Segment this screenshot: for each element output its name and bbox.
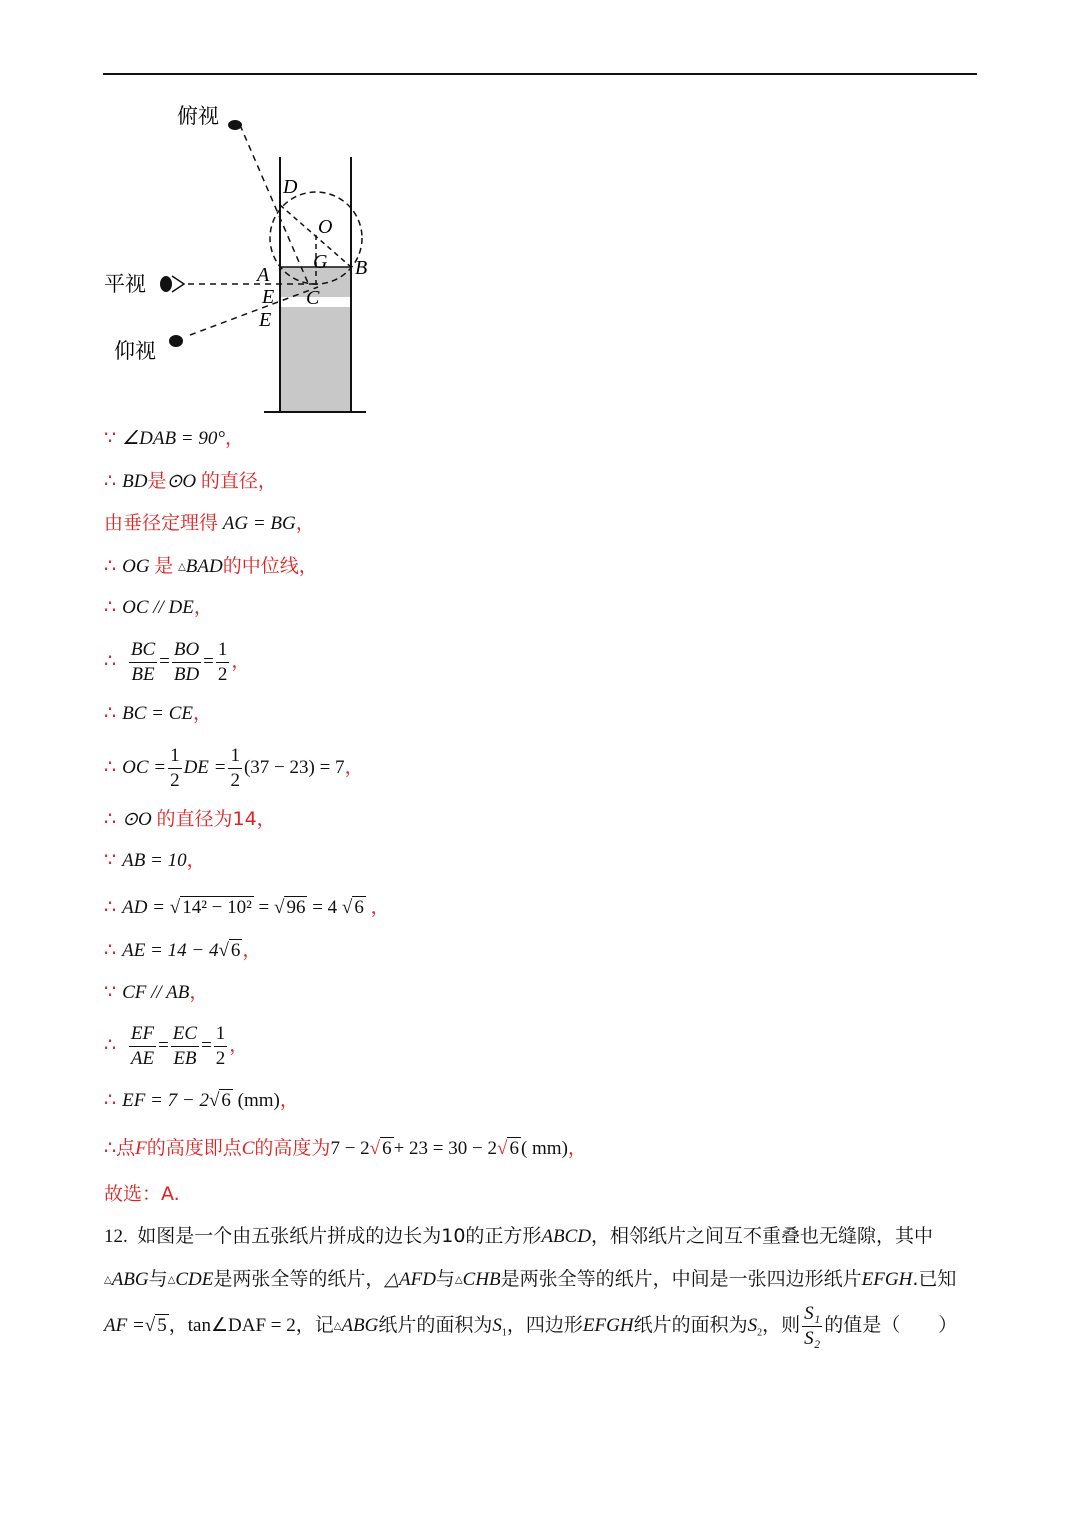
solution-line-3: 由垂径定理得 AG = BG， (104, 512, 315, 534)
solution-line-12: ∴ AE = 14 − 4√ 6 ， (104, 940, 262, 961)
svg-text:D: D (283, 176, 298, 198)
solution-line-7: ∴ BC = CE， (104, 703, 212, 724)
svg-text:G: G (313, 251, 328, 273)
svg-text:E: E (259, 309, 272, 331)
header-rule (103, 73, 977, 75)
svg-text:C: C (306, 287, 320, 309)
solution-line-5: ∴ OC // DE， (104, 597, 213, 618)
cylinder-diagram (100, 95, 380, 420)
svg-text:A: A (257, 264, 270, 286)
solution-line-1: ∵ ∠DAB = 90°， (104, 428, 244, 449)
solution-line-16: ∴点F的高度即点C的高度为7 − 2√ 6 + 23 = 30 − 2√ 6 ( mm)， (104, 1137, 587, 1159)
svg-text:O: O (318, 216, 333, 238)
measuring-cylinder-figure (100, 95, 380, 420)
solution-line-4: ∴ OG 是 △BAD的中位线， (104, 555, 318, 577)
svg-text:B: B (355, 257, 368, 279)
solution-line-2: ∴ BD是⊙O 的直径， (104, 470, 277, 492)
solution-line-11: ∴ AD = √ 14² − 10² = √ 96 = 4 √ 6 ， (104, 897, 390, 918)
solution-line-8: ∴ OC = $\frac{1}{2}$ DE = $\frac{1}{2}$ (37 − 23) = 7， (104, 745, 364, 792)
svg-text:仰视: 仰视 (114, 339, 156, 363)
svg-text:平视: 平视 (104, 272, 146, 296)
triangle-symbol: △ (178, 561, 186, 573)
solution-line-9: ∴ ⊙O 的直径为14， (104, 808, 276, 830)
solution-line-6: ∴ $\frac{BC}{BE}$ = $\frac{BO}{BD}$ = $\frac{1}{2}$ ， (104, 639, 251, 686)
solution-line-10: ∵ AB = 10， (104, 850, 206, 871)
solution-line-14: ∴ $\frac{EF}{AE}$ = $\frac{EC}{EB}$ = $\frac{1}{2}$ ， (104, 1023, 249, 1070)
solution-line-15: ∴ EF = 7 − 2√ 6 (mm)， (104, 1090, 299, 1111)
svg-text:俯视: 俯视 (177, 104, 219, 128)
solution-line-13: ∵ CF // AB， (104, 982, 209, 1003)
svg-text:E: E (262, 286, 275, 308)
solution-answer: 故选：A. (104, 1183, 180, 1205)
question-12: 12. 如图是一个由五张纸片拼成的边长为10的正方形ABCD，相邻纸片之间互不重叠也无缝隙，其中△ABG与△CDE是两张全等的纸片，△AFD与△CHB是两张全等的纸片，中间是一张四边形纸片EFGH.已知AF =√ 5 ，tan∠DAF = 2，记△ABG纸片的面积为$S_1$，四边形EFGH纸片的面积为$S_2$，则 $\frac{\text{S₁}}{\text{S₂}}$ 的值是（ ） (104, 1225, 958, 1349)
